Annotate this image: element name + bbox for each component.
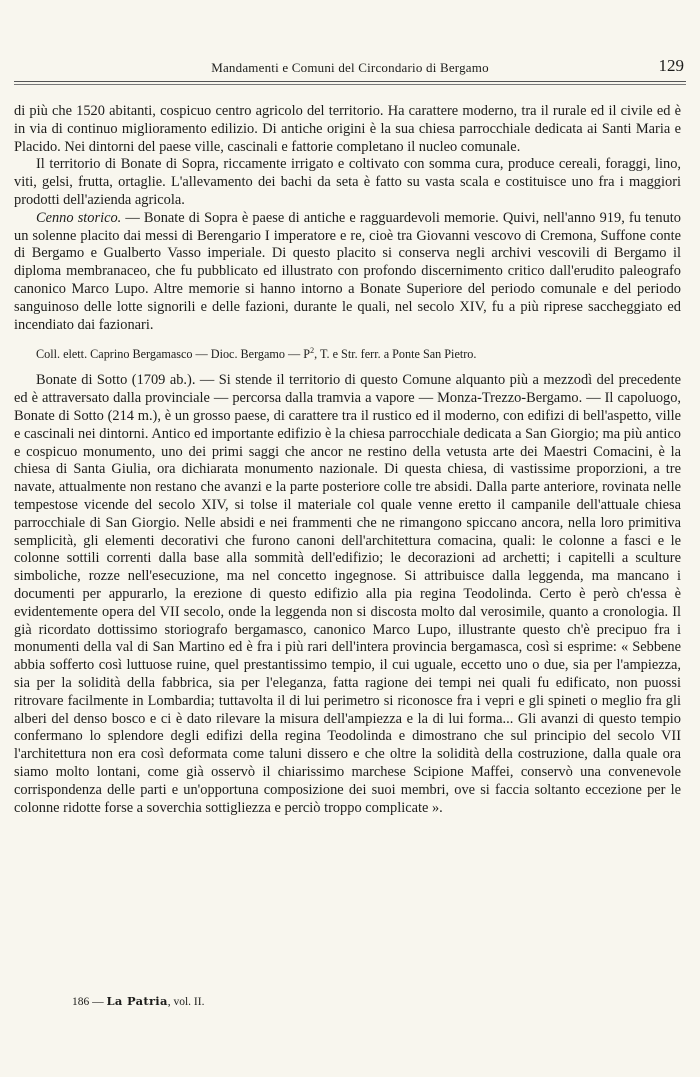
volume-label: , vol. II. bbox=[167, 996, 205, 1008]
history-text: — Bonate di Sopra è paese di antiche e ragguardevoli memorie. Quivi, nell'anno 919, fu tenuto un solenne placito dai messi di Berengario I imperatore e re, cioè tra Giovanni vescovo di Cremona, Suffone conte di Bergamo e Gualberto Vasso imperiale. Di questo placito si conserva negli archivi vescovili di Bergamo il diploma membranaceo, che fu pubblicato ed illustrato con profondo discernimento critico dall'erudito paleografo canonico Marco Lupo. Altre memorie si hanno intorno a Bonate Superiore del periodo comunale e del periodo sanguinoso delle lotte signorili e delle fazioni, durante le quali, nel secolo XIV, fu a più riprese saccheggiato ed incendiato dai fazionari. bbox=[14, 209, 682, 333]
paragraph-continuation: di più che 1520 abitanti, cospicuo centro agricolo del territorio. Ha carattere moderno, tra il rurale ed il civile ed è in via di continuo miglioramento edilizio. Di antiche origini è la sua chiesa parrocchiale dedicata ai Santi Maria e Placido. Nei dintorni del paese ville, cascinali e fattorie completano il nucleo comunale. bbox=[14, 103, 681, 155]
meta-before: Coll. elett. Caprino Bergamasco — Dioc. Bergamo — P bbox=[36, 347, 311, 362]
header-rule bbox=[14, 81, 686, 82]
meta-superscript: 2 bbox=[310, 346, 315, 356]
publication-title: La Patria bbox=[106, 994, 168, 1008]
paragraph-bonate-di-sotto: Bonate di Sotto (1709 ab.). — Si stende il territorio di questo Comune alquanto più a mezzodì del precedente ed è attraversato dalla provinciale — percorsa dalla tramvia a vapore — Monza-Trezzo-Bergamo. — Il capoluogo, Bonate di Sotto (214 m.), è un grosso paese, di carattere tra il rustico ed il moderno, con edifizi di bell'aspetto, ville e cascinali nei dintorni. Antico ed importante edifizio è la chiesa parrocchiale dedicata a San Giorgio; ma più antico e cospicuo monumento, uno dei primi saggi che ancor ne restino della vetusta arte dei Maestri Comacini, è la chiesa di Santa Giulia, ora dichiarata monumento nazionale. Di questa chiesa, di vastissime proporzioni, a tre navate, attualmente non restano che avanzi e la parte posteriore colle tre absidi. Dalla parte anteriore, rovinata nelle tempestose vicende del secolo XIV, si tolse il materiale col quale venne eretto il campanile dell'attuale chiesa parrocchiale di San Giorgio. Nelle absidi e nei frammenti che ne rimangono spiccano ancora, nella loro primitiva semplicità, gli elementi decorativi che furono canoni dell'architettura comacina, quali: le colonne a fasci e le colonne sottili correnti dalla base alla sommità dell'edifizio; le decorazioni ad archetti; i capitelli a sculture simboliche, rozze nell'esecuzione, ma nel concetto ingegnose. Si attribuisce dalla leggenda, ma mancano i documenti per appurarlo, la erezione di questo edifizio alla pia regina Teodolinda. Certo è però ch'essa è evidentemente opera del VII secolo, onde la leggenda non si discosta molto dal verosimile, quanto a cronologia. Il già ricordato dottissimo storiografo bergamasco, canonico Marco Lupo, illustrante questo ch'è precipuo fra i monumenti della val di San Martino ed è fra i più rari dell'intera provincia bergamasca, così si esprime: « Sebbene abbia sofferto così luttuose ruine, quel prestantissimo tempio, il cui uguale, eccetto uno o due, sia per l'ampiezza, sia per la solidità della fabbrica, sia per l'eleganza, fatta ragione dei tempi nei quali fu edificato, non puossi ritrovare facilmente in Lombardia; tuttavolta il di lui perimetro si riconosce fra i vepri e gli spineti o meglio fra gli alberi del denso bosco e ci è dato rilevare la misura dell'ampiezza e la di lui forma... Gli avanzi di questo tempio confermano lo splendore degli edifizi della regina Teodolinda e dimostrano che sul principio del secolo VII l'architettura non era così deformata come taluni dissero e che oltre la solidità della costruzione, dalla quale ora siamo molto lontani, come già osservò il chiarissimo marchese Scipione Maffei, conservò una convenevole corrispondenza delle parti e un'opportuna composizione dei suoi membri, ove si faccia soltanto eccezione per le colonne ridotte forse a soverchia sottigliezza e perciò troppo complicate ». bbox=[14, 372, 681, 816]
paragraph-territory: Il territorio di Bonate di Sopra, riccamente irrigato e coltivato con somma cura, produce cereali, foraggi, lino, viti, gelsi, frutta, ortaglie. L'allevamento dei bachi da seta è fatto su vasta scala e costituisce uno fra i maggiori prodotti dell'azienda agricola. bbox=[14, 156, 681, 208]
administrative-note bbox=[14, 343, 681, 362]
page-footer bbox=[72, 994, 204, 1008]
paragraph-history bbox=[14, 210, 681, 335]
running-title: Mandamenti e Comuni del Circondario di Bergamo bbox=[211, 60, 489, 75]
section-label-cenno-storico: Cenno storico. bbox=[36, 209, 122, 226]
sheet-number: 186 — bbox=[72, 996, 104, 1008]
main-text bbox=[14, 103, 681, 817]
page-number: 129 bbox=[658, 56, 684, 75]
page-header bbox=[14, 56, 686, 82]
meta-after: , T. e Str. ferr. a Ponte San Pietro. bbox=[314, 347, 477, 362]
